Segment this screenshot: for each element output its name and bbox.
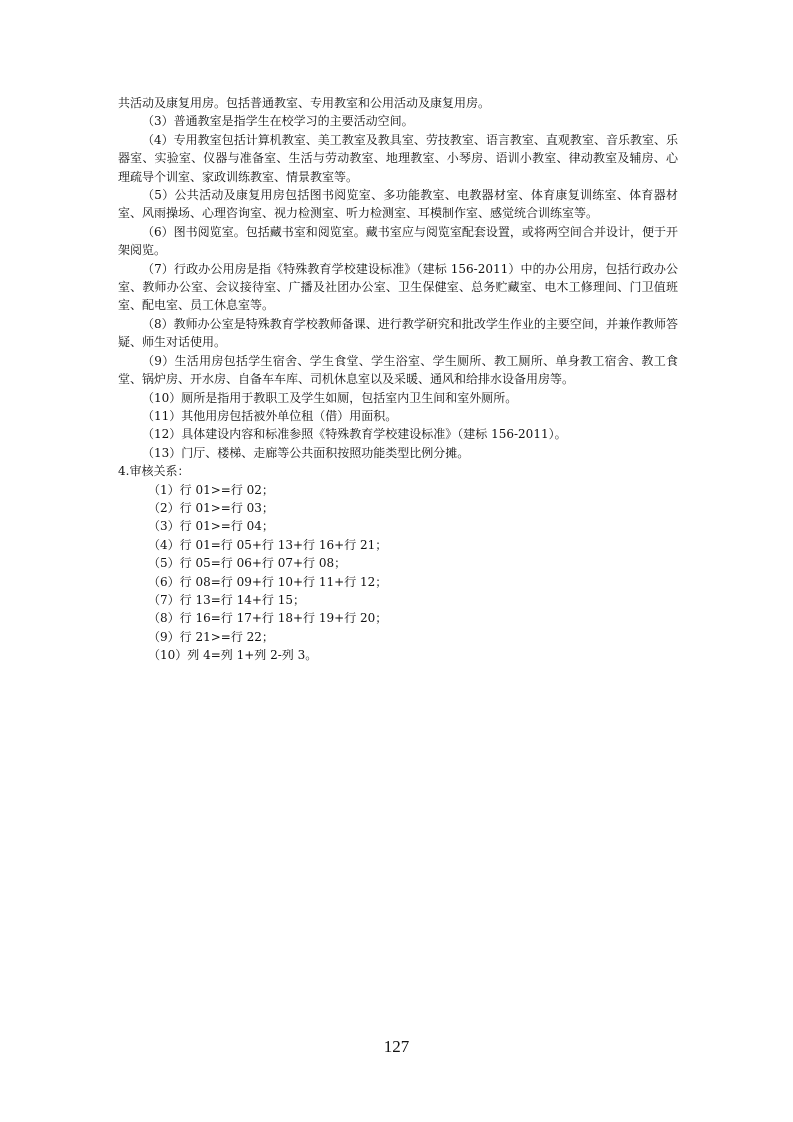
paragraph: 共活动及康复用房。包括普通教室、专用教室和公用活动及康复用房。 <box>118 96 491 110</box>
audit-item: （10）列 4=列 1+列 2-列 3。 <box>148 648 318 663</box>
paragraph: （6）图书阅览室。包括藏书室和阅览室。藏书室应与阅览室配套设置，或将两空间合并设计，便于开架阅览。 <box>118 224 678 258</box>
paragraph: （11）其他用房包括被外单位租（借）用面积。 <box>142 408 398 423</box>
audit-item: （2）行 01>=行 03； <box>148 500 274 515</box>
paragraph: （7）行政办公用房是指《特殊教育学校建设标准》（建标 156-2011）中的办公用房，包括行政办公室、教师办公室、会议接待室、广播及社团办公室、卫生保健室、总务贮藏室、电木工修理间、门卫值班室、配电室、员工休息室等。 <box>118 261 678 313</box>
page-number: 127 <box>383 1037 410 1056</box>
paragraph: （4）专用教室包括计算机教室、美工教室及教具室、劳技教室、语言教室、直观教室、音乐教室、乐器室、实验室、仪器与准备室、生活与劳动教室、地理教室、小琴房、语训小教室、律动教室及辅房、心理疏导个训室、家政训练教室、情景教室等。 <box>118 132 678 184</box>
document-body <box>118 94 678 665</box>
audit-item: （3）行 01>=行 04； <box>148 519 274 534</box>
paragraph: （13）门厅、楼梯、走廊等公共面积按照功能类型比例分摊。 <box>142 445 470 460</box>
audit-heading: 4.审核关系： <box>118 464 190 479</box>
paragraph: （10）厕所是指用于教职工及学生如厕，包括室内卫生间和室外厕所。 <box>142 390 518 405</box>
audit-item: （1）行 01>=行 02； <box>148 482 274 497</box>
paragraph: （5）公共活动及康复用房包括图书阅览室、多功能教室、电教器材室、体育康复训练室、体育器材室、风雨操场、心理咨询室、视力检测室、听力检测室、耳模制作室、感觉统合训练室等。 <box>118 188 678 221</box>
audit-item: （9）行 21>=行 22； <box>148 629 274 644</box>
audit-item: （8）行 16=行 17+行 18+行 19+行 20； <box>148 611 388 626</box>
audit-item: （7）行 13=行 14+行 15； <box>148 592 305 607</box>
audit-item: （4）行 01=行 05+行 13+行 16+行 21； <box>148 537 388 552</box>
paragraph: （3）普通教室是指学生在校学习的主要活动空间。 <box>142 114 414 129</box>
audit-item: （5）行 05=行 06+行 07+行 08； <box>148 556 347 571</box>
paragraph: （8）教师办公室是特殊教育学校教师备课、进行教学研究和批改学生作业的主要空间，并兼作教师答疑、师生对话使用。 <box>118 316 678 350</box>
paragraph: （12）具体建设内容和标准参照《特殊教育学校建设标准》（建标 156-2011）。 <box>142 427 567 442</box>
audit-item: （6）行 08=行 09+行 10+行 11+行 12； <box>148 574 388 589</box>
paragraph: （9）生活用房包括学生宿舍、学生食堂、学生浴室、学生厕所、教工厕所、单身教工宿舍、教工食堂、锅炉房、开水房、自备车车库、司机休息室以及采暖、通风和给排水设备用房等。 <box>118 353 678 387</box>
